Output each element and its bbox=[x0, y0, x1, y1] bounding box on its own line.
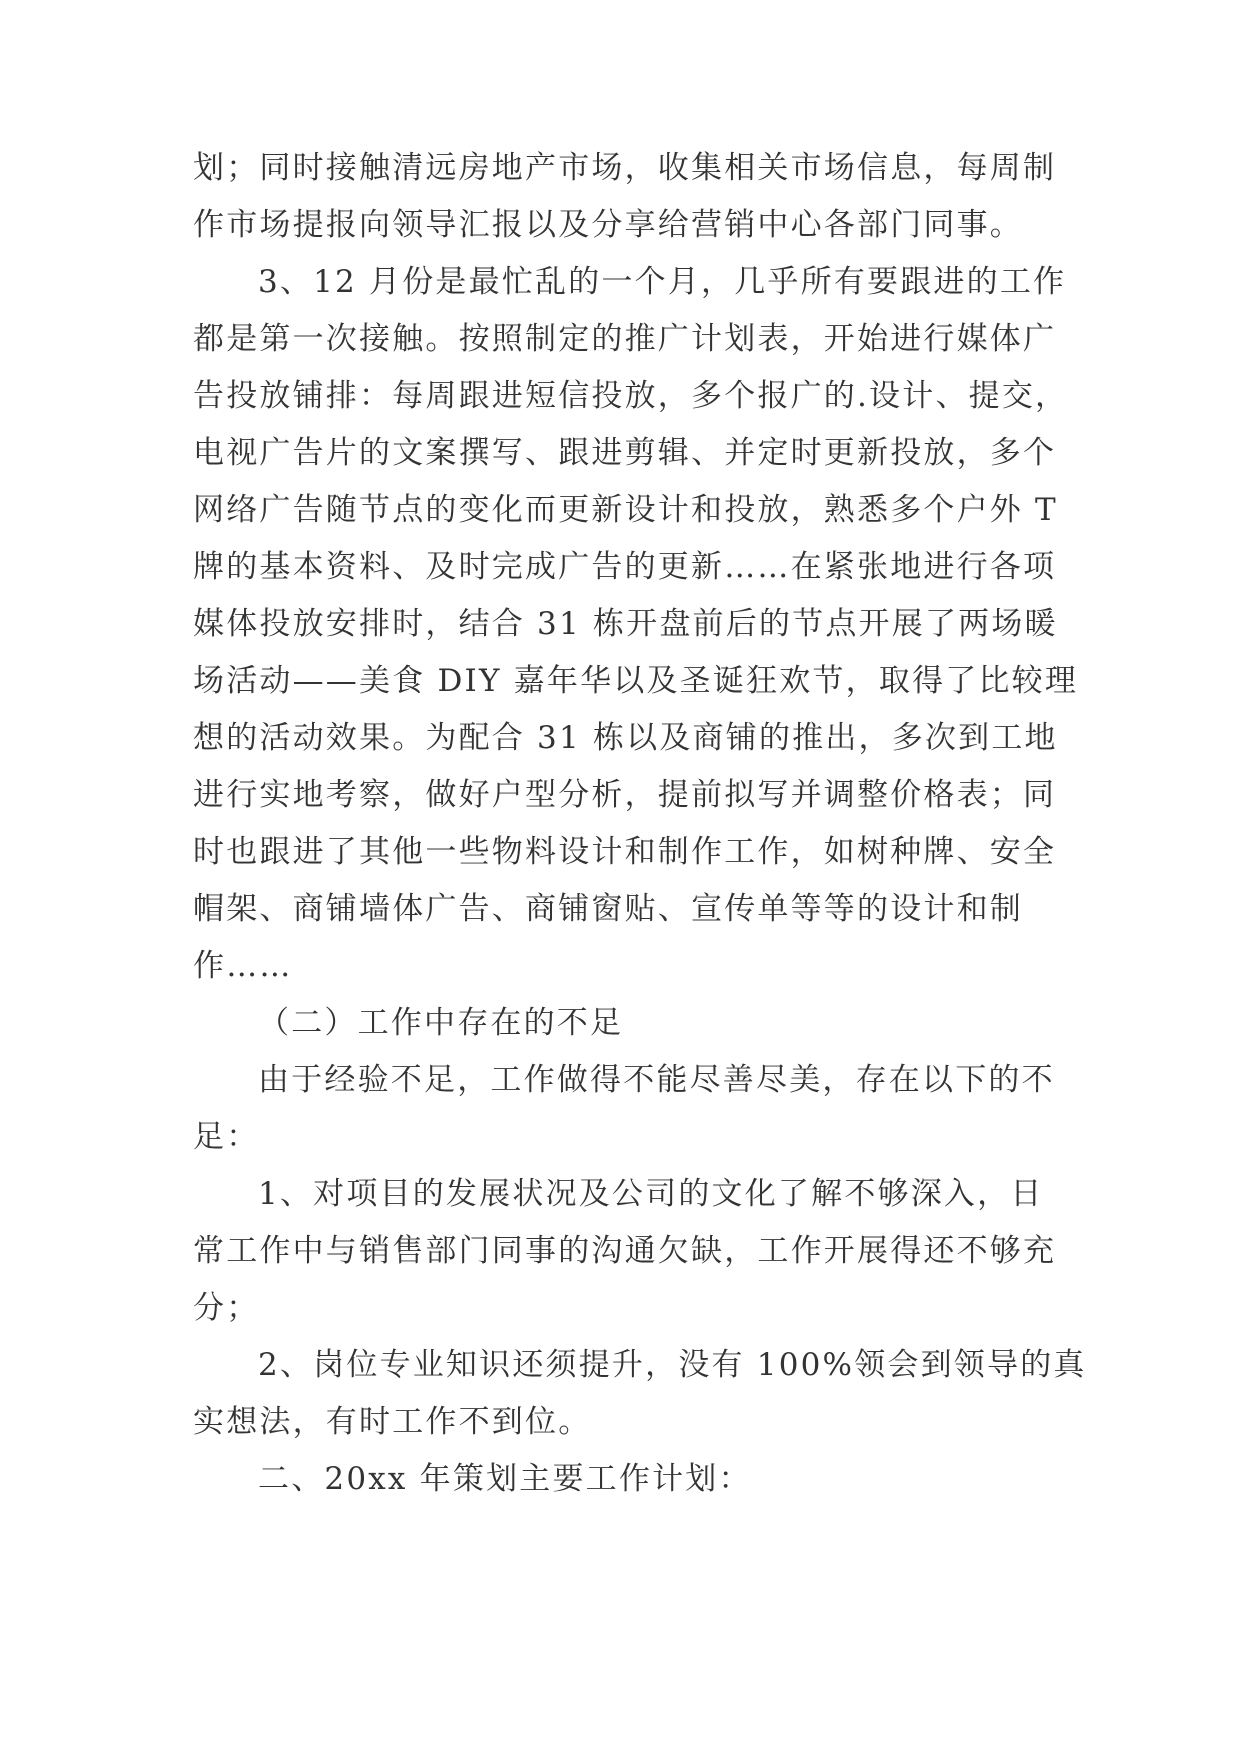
paragraph-line: 媒体投放安排时，结合 31 栋开盘前后的节点开展了两场暖 bbox=[193, 606, 1058, 642]
paragraph-line: 场活动——美食 DIY 嘉年华以及圣诞狂欢节，取得了比较理 bbox=[193, 663, 1079, 699]
paragraph-line: 作市场提报向领导汇报以及分享给营销中心各部门同事。 bbox=[193, 207, 1023, 243]
paragraph-line: 划；同时接触清远房地产市场，收集相关市场信息，每周制 bbox=[193, 150, 1057, 186]
paragraph-line: 作…… bbox=[193, 948, 293, 984]
paragraph-line: 牌的基本资料、及时完成广告的更新……在紧张地进行各项 bbox=[193, 549, 1057, 585]
paragraph-line: 进行实地考察，做好户型分析，提前拟写并调整价格表；同 bbox=[193, 777, 1057, 813]
paragraph-line: 电视广告片的文案撰写、跟进剪辑、并定时更新投放，多个 bbox=[193, 435, 1057, 471]
paragraph-line: 2、岗位专业知识还须提升，没有 100%领会到领导的真 bbox=[258, 1347, 1087, 1383]
section-heading: 二、20xx 年策划主要工作计划： bbox=[258, 1461, 752, 1497]
paragraph-line: 告投放铺排：每周跟进短信投放，多个报广的.设计、提交， bbox=[193, 378, 1069, 414]
paragraph-line: 帽架、商铺墙体广告、商铺窗贴、宣传单等等的设计和制 bbox=[193, 891, 1023, 927]
paragraph-line: 3、12 月份是最忙乱的一个月，几乎所有要跟进的工作 bbox=[258, 264, 1067, 300]
paragraph-line: 常工作中与销售部门同事的沟通欠缺，工作开展得还不够充 bbox=[193, 1233, 1057, 1269]
paragraph-line: 网络广告随节点的变化而更新设计和投放，熟悉多个户外 T bbox=[193, 492, 1058, 528]
paragraph-line: 由于经验不足，工作做得不能尽善尽美，存在以下的不 bbox=[258, 1062, 1055, 1098]
paragraph-line: 1、对项目的发展状况及公司的文化了解不够深入，日 bbox=[258, 1176, 1044, 1212]
section-heading: （二）工作中存在的不足 bbox=[258, 1005, 624, 1041]
paragraph-line: 时也跟进了其他一些物料设计和制作工作，如树种牌、安全 bbox=[193, 834, 1057, 870]
paragraph-line: 实想法，有时工作不到位。 bbox=[193, 1404, 592, 1440]
paragraph-line: 都是第一次接触。按照制定的推广计划表，开始进行媒体广 bbox=[193, 321, 1057, 357]
paragraph-line: 想的活动效果。为配合 31 栋以及商铺的推出，多次到工地 bbox=[193, 720, 1058, 756]
paragraph-line: 足： bbox=[193, 1119, 260, 1155]
paragraph-line: 分； bbox=[193, 1290, 260, 1326]
